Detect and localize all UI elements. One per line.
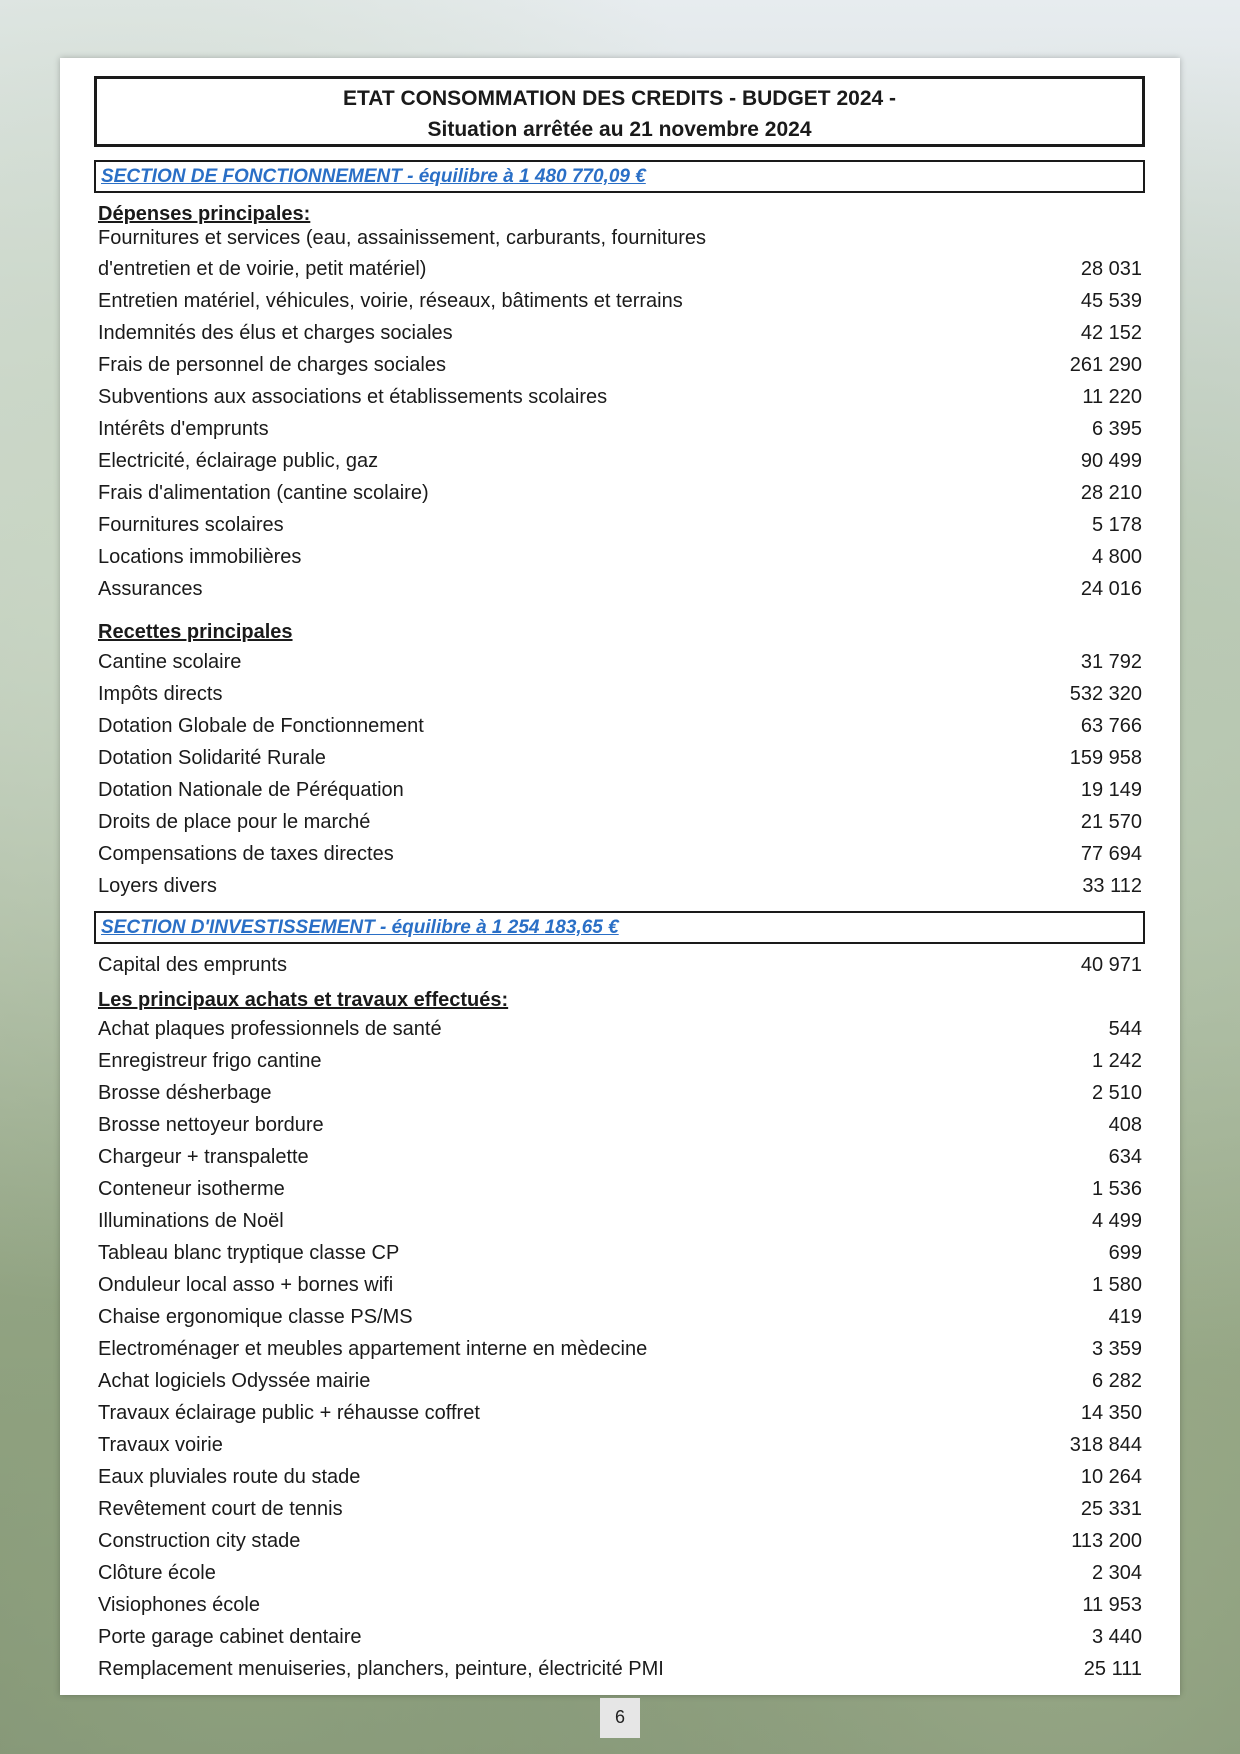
achats-heading: Les principaux achats et travaux effectués:	[98, 989, 509, 1011]
depense-row: Subventions aux associations et établissements scolaires 11 220	[98, 386, 1142, 408]
achat-row: Construction city stade 113 200	[98, 1530, 1142, 1552]
achat-row: Brosse nettoyeur bordure 408	[98, 1114, 1142, 1136]
recette-row: Compensations de taxes directes 77 694	[98, 843, 1142, 865]
achat-row: Tableau blanc tryptique classe CP 699	[98, 1242, 1142, 1264]
document-page	[60, 58, 1180, 1695]
depense-row: d'entretien et de voirie, petit matériel) 28 031	[98, 258, 1142, 280]
achat-row: Achat logiciels Odyssée mairie 6 282	[98, 1370, 1142, 1392]
page-number: 6	[600, 1698, 640, 1738]
achat-row: Travaux éclairage public + réhausse coffret 14 350	[98, 1402, 1142, 1424]
achat-row: Onduleur local asso + bornes wifi 1 580	[98, 1274, 1142, 1296]
achat-row: Eaux pluviales route du stade 10 264	[98, 1466, 1142, 1488]
recette-row: Dotation Globale de Fonctionnement 63 766	[98, 715, 1142, 737]
section-fonctionnement-title: SECTION DE FONCTIONNEMENT - équilibre à 1 480 770,09 €	[101, 166, 646, 187]
depense-row: Entretien matériel, véhicules, voirie, réseaux, bâtiments et terrains 45 539	[98, 290, 1142, 312]
depenses-heading: Dépenses principales:	[98, 203, 311, 225]
achat-row: Porte garage cabinet dentaire 3 440	[98, 1626, 1142, 1648]
depense-row: Locations immobilières 4 800	[98, 546, 1142, 568]
recette-row: Dotation Nationale de Péréquation 19 149	[98, 779, 1142, 801]
achat-row: Illuminations de Noël 4 499	[98, 1210, 1142, 1232]
section-investissement-header	[94, 911, 1145, 944]
achat-row: Revêtement court de tennis 25 331	[98, 1498, 1142, 1520]
depense-row: Frais de personnel de charges sociales 261 290	[98, 354, 1142, 376]
achat-row: Brosse désherbage 2 510	[98, 1082, 1142, 1104]
document-title: ETAT CONSOMMATION DES CREDITS - BUDGET 2024 -	[342, 87, 897, 110]
achat-row: Electroménager et meubles appartement interne en mèdecine 3 359	[98, 1338, 1142, 1360]
achat-row: Remplacement menuiseries, planchers, peinture, électricité PMI 25 111	[98, 1658, 1142, 1680]
achat-row: Enregistreur frigo cantine 1 242	[98, 1050, 1142, 1072]
depense-row: Fournitures scolaires 5 178	[98, 514, 1142, 536]
recette-row: Droits de place pour le marché 21 570	[98, 811, 1142, 833]
achat-row: Achat plaques professionnels de santé 544	[98, 1018, 1142, 1040]
recette-row: Cantine scolaire 31 792	[98, 651, 1142, 673]
depense-row: Assurances 24 016	[98, 578, 1142, 600]
recettes-heading: Recettes principales	[98, 621, 293, 643]
achat-row: Visiophones école 11 953	[98, 1594, 1142, 1616]
section-fonctionnement-header	[94, 160, 1145, 193]
document-title-box	[94, 76, 1145, 147]
achat-row: Conteneur isotherme 1 536	[98, 1178, 1142, 1200]
achat-row: Clôture école 2 304	[98, 1562, 1142, 1584]
depense-row: Frais d'alimentation (cantine scolaire) 28 210	[98, 482, 1142, 504]
depense-row: Electricité, éclairage public, gaz 90 499	[98, 450, 1142, 472]
recette-row: Dotation Solidarité Rurale 159 958	[98, 747, 1142, 769]
depense-row: Indemnités des élus et charges sociales 42 152	[98, 322, 1142, 344]
achat-row: Chaise ergonomique classe PS/MS 419	[98, 1306, 1142, 1328]
recette-row: Loyers divers 33 112	[98, 875, 1142, 897]
recette-row: Impôts directs 532 320	[98, 683, 1142, 705]
achat-row: Travaux voirie 318 844	[98, 1434, 1142, 1456]
document-subtitle: Situation arrêtée au 21 novembre 2024	[427, 118, 812, 141]
section-investissement-title: SECTION D'INVESTISSEMENT - équilibre à 1 254 183,65 €	[101, 917, 619, 938]
depense-label-line1: Fournitures et services (eau, assainissement, carburants, fournitures	[98, 227, 707, 249]
achat-row: Chargeur + transpalette 634	[98, 1146, 1142, 1168]
depense-row: Intérêts d'emprunts 6 395	[98, 418, 1142, 440]
capital-emprunts-row: Capital des emprunts 40 971	[98, 954, 1142, 976]
